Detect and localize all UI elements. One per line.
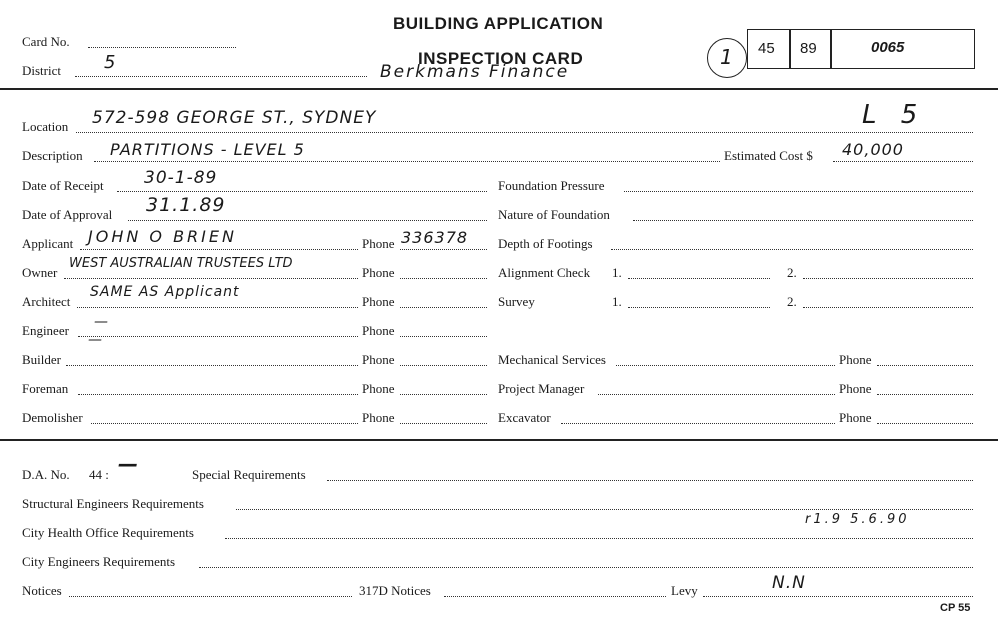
owner-value: WEST AUSTRALIAN TRUSTEES LTD: [69, 256, 293, 271]
builder-line: [66, 365, 358, 366]
project-manager-label: Project Manager: [498, 381, 585, 396]
ref-cell-2: [789, 29, 832, 69]
location-label: Location: [22, 119, 69, 134]
district-line: [75, 76, 367, 77]
location-margin-note: L 5: [862, 100, 926, 130]
engineer-label: Engineer: [22, 323, 69, 338]
district-label: District: [22, 63, 61, 78]
date-of-receipt-value: 30-1-89: [144, 168, 218, 188]
foundation-pressure-label: Foundation Pressure: [498, 178, 605, 193]
applicant-value: JOHN O BRIEN: [88, 227, 237, 246]
estimated-cost-value: 40,000: [842, 140, 904, 159]
demolisher-phone-line: [400, 423, 487, 424]
levy-label: Levy: [671, 583, 698, 598]
da-no-hand: —: [118, 452, 139, 476]
project-manager-phone-line: [877, 394, 973, 395]
special-requirements-line: [327, 480, 973, 481]
foundation-pressure-line: [624, 191, 973, 192]
description-label: Description: [22, 148, 83, 163]
date-of-receipt-label: Date of Receipt: [22, 178, 104, 193]
applicant-phone-line: [400, 249, 487, 250]
city-health-requirements-line: [225, 538, 973, 539]
applicant-phone-value: 336378: [401, 228, 469, 247]
excavator-label: Excavator: [498, 410, 551, 425]
project-manager-line: [598, 394, 835, 395]
description-line: [94, 161, 720, 162]
circled-mark: [707, 38, 747, 78]
title-building-application: BUILDING APPLICATION: [393, 14, 604, 33]
architect-phone-line: [400, 307, 487, 308]
alignment-check-label: Alignment Check: [498, 265, 591, 280]
depth-of-footings-line: [611, 249, 973, 250]
owner-phone-line: [400, 278, 487, 279]
demolisher-line: [91, 423, 358, 424]
estimated-cost-line: [833, 161, 973, 162]
architect-label: Architect: [22, 294, 71, 309]
da-no-value: 44 :: [89, 467, 109, 482]
ref-cell-1: [747, 29, 791, 69]
header-divider: [0, 88, 998, 90]
levy-value: N.N: [772, 573, 806, 593]
date-of-approval-line: [128, 220, 487, 221]
mechanical-services-phone-line: [877, 365, 973, 366]
city-health-requirements-label: City Health Office Requirements: [22, 525, 194, 540]
alignment-check-line-1: [628, 278, 770, 279]
requirements-divider: [0, 439, 998, 441]
levy-line: [703, 596, 973, 597]
builder-phone-line: [400, 365, 487, 366]
notices-317d-line: [444, 596, 666, 597]
survey-line-2: [803, 307, 973, 308]
circled-mark-value: 1: [720, 45, 734, 69]
demolisher-label: Demolisher: [22, 410, 83, 425]
district-value: 5: [104, 52, 117, 73]
foreman-line: [78, 394, 358, 395]
excavator-phone-label: Phone: [839, 410, 872, 425]
ref-cell-2-value: 89: [800, 40, 817, 57]
city-health-note: r1.9 5.6.90: [805, 512, 910, 527]
structural-requirements-line: [236, 509, 973, 510]
owner-line: [64, 278, 358, 279]
applicant-label: Applicant: [22, 236, 74, 251]
date-of-approval-label: Date of Approval: [22, 207, 113, 222]
nature-of-foundation-label: Nature of Foundation: [498, 207, 610, 222]
description-value: PARTITIONS - LEVEL 5: [110, 140, 305, 159]
alignment-check-num-2: 2.: [787, 265, 797, 280]
date-of-receipt-line: [117, 191, 487, 192]
nature-of-foundation-line: [633, 220, 973, 221]
estimated-cost-label: Estimated Cost $: [724, 148, 813, 163]
form-code: CP 55: [940, 602, 971, 614]
foreman-label: Foreman: [22, 381, 69, 396]
owner-phone-label: Phone: [362, 265, 395, 280]
owner-label: Owner: [22, 265, 58, 280]
structural-requirements-label: Structural Engineers Requirements: [22, 496, 204, 511]
mechanical-services-line: [616, 365, 835, 366]
survey-line-1: [628, 307, 770, 308]
notices-line: [69, 596, 352, 597]
builder-phone-label: Phone: [362, 352, 395, 367]
city-engineers-requirements-line: [199, 567, 973, 568]
architect-line: [77, 307, 358, 308]
ref-cell-1-value: 45: [758, 40, 775, 57]
da-no-label: D.A. No.: [22, 467, 70, 482]
survey-num-2: 2.: [787, 294, 797, 309]
title-inspection-card: INSPECTION CARD: [418, 49, 584, 68]
special-requirements-label: Special Requirements: [192, 467, 306, 482]
notices-label: Notices: [22, 583, 62, 598]
handwritten-name: Berkmans Finance: [380, 62, 570, 82]
project-manager-phone-label: Phone: [839, 381, 872, 396]
city-engineers-requirements-label: City Engineers Requirements: [22, 554, 176, 569]
applicant-line: [80, 249, 358, 250]
survey-label: Survey: [498, 294, 535, 309]
demolisher-phone-label: Phone: [362, 410, 395, 425]
excavator-line: [561, 423, 835, 424]
applicant-phone-label: Phone: [362, 236, 395, 251]
alignment-check-num-1: 1.: [612, 265, 622, 280]
engineer-value: —: [94, 314, 109, 330]
engineer-phone-label: Phone: [362, 323, 395, 338]
engineer-line: [78, 336, 358, 337]
builder-value: —: [88, 332, 103, 348]
engineer-phone-line: [400, 336, 487, 337]
survey-num-1: 1.: [612, 294, 622, 309]
excavator-phone-line: [877, 423, 973, 424]
ref-cell-3-value: 0065: [871, 39, 905, 56]
mechanical-services-phone-label: Phone: [839, 352, 872, 367]
date-of-approval-value: 31.1.89: [146, 194, 226, 216]
depth-of-footings-label: Depth of Footings: [498, 236, 593, 251]
alignment-check-line-2: [803, 278, 973, 279]
card-no-label: Card No.: [22, 34, 70, 49]
architect-phone-label: Phone: [362, 294, 395, 309]
notices-317d-label: 317D Notices: [359, 583, 431, 598]
foreman-phone-line: [400, 394, 487, 395]
builder-label: Builder: [22, 352, 61, 367]
location-value: 572-598 GEORGE ST., SYDNEY: [92, 108, 377, 128]
foreman-phone-label: Phone: [362, 381, 395, 396]
card-no-line: [88, 47, 236, 48]
location-line: [76, 132, 973, 133]
mechanical-services-label: Mechanical Services: [498, 352, 606, 367]
architect-value: SAME AS Applicant: [90, 284, 240, 300]
ref-cell-3: [830, 29, 975, 69]
